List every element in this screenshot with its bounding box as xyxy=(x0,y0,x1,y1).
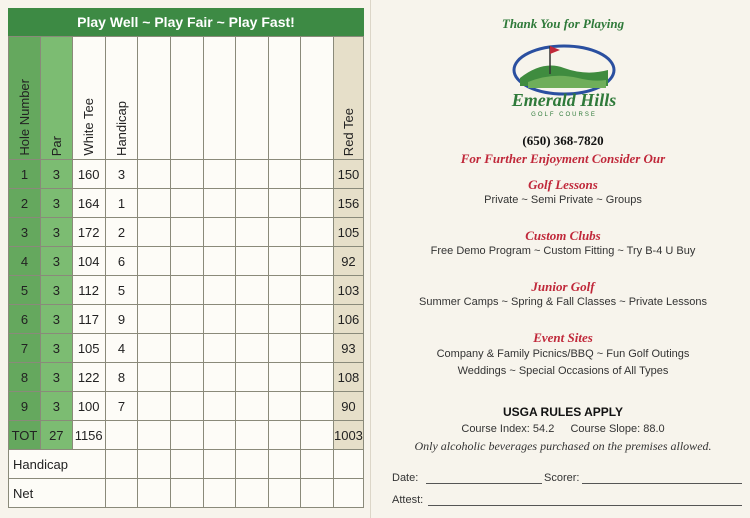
score-cell[interactable] xyxy=(301,189,334,218)
score-cell[interactable] xyxy=(236,218,269,247)
hole-number: 6 xyxy=(9,305,41,334)
score-cell[interactable] xyxy=(203,160,236,189)
score-cell[interactable] xyxy=(171,363,204,392)
score-cell[interactable] xyxy=(171,247,204,276)
score-cell[interactable] xyxy=(236,363,269,392)
score-cell[interactable] xyxy=(203,305,236,334)
handicap-row-cell[interactable] xyxy=(236,450,269,479)
hole-white-tee: 164 xyxy=(72,189,105,218)
hole-row xyxy=(9,189,364,218)
score-cell[interactable] xyxy=(268,276,301,305)
info-panel xyxy=(376,0,750,518)
hole-white-tee: 122 xyxy=(72,363,105,392)
further-heading: For Further Enjoyment Consider Our xyxy=(460,151,666,166)
header-par-cell xyxy=(40,37,72,160)
handicap-row-cell[interactable] xyxy=(171,450,204,479)
score-cell[interactable] xyxy=(268,392,301,421)
score-cell[interactable] xyxy=(138,305,171,334)
hole-handicap: 4 xyxy=(105,334,138,363)
event-sites-title: Event Sites xyxy=(533,330,593,345)
hole-red-tee: 105 xyxy=(333,218,363,247)
golf-lessons-body: Private ~ Semi Private ~ Groups xyxy=(484,194,642,206)
score-cell[interactable] xyxy=(203,392,236,421)
attest-field[interactable] xyxy=(428,505,742,506)
net-row-cell[interactable] xyxy=(171,479,204,508)
course-index: Course Index: 54.2 xyxy=(461,423,555,435)
net-row-cell[interactable] xyxy=(203,479,236,508)
net-row-cell[interactable] xyxy=(236,479,269,508)
handicap-row-cell[interactable] xyxy=(203,450,236,479)
score-cell[interactable] xyxy=(138,392,171,421)
hole-red-tee: 93 xyxy=(333,334,363,363)
hole-number: 5 xyxy=(9,276,41,305)
player-header-cell[interactable] xyxy=(236,37,269,160)
phone-number: (650) 368-7820 xyxy=(522,133,604,148)
hole-par: 3 xyxy=(40,276,72,305)
hole-handicap: 5 xyxy=(105,276,138,305)
score-cell[interactable] xyxy=(301,160,334,189)
net-row-cell[interactable] xyxy=(105,479,138,508)
hole-number: 8 xyxy=(9,363,41,392)
hole-white-tee: 172 xyxy=(72,218,105,247)
handicap-row-cell[interactable] xyxy=(301,450,334,479)
score-cell[interactable] xyxy=(301,363,334,392)
total-score-cell[interactable] xyxy=(268,421,301,450)
course-ratings xyxy=(376,423,750,435)
score-cell[interactable] xyxy=(203,276,236,305)
score-cell[interactable] xyxy=(268,218,301,247)
score-cell[interactable] xyxy=(301,276,334,305)
logo-sub: GOLF COURSE xyxy=(531,112,597,118)
score-cell[interactable] xyxy=(301,218,334,247)
score-cell[interactable] xyxy=(236,392,269,421)
player-header-cell[interactable] xyxy=(203,37,236,160)
score-cell[interactable] xyxy=(268,160,301,189)
hole-red-tee: 103 xyxy=(333,276,363,305)
banner: Play Well ~ Play Fair ~ Play Fast! xyxy=(8,8,364,36)
total-row xyxy=(9,421,364,450)
score-cell[interactable] xyxy=(138,189,171,218)
score-cell[interactable] xyxy=(138,334,171,363)
score-cell[interactable] xyxy=(138,218,171,247)
total-red-tee: 1003 xyxy=(333,421,363,450)
hole-par: 3 xyxy=(40,218,72,247)
score-cell[interactable] xyxy=(171,392,204,421)
total-score-cell[interactable] xyxy=(301,421,334,450)
total-handicap-cell xyxy=(105,421,138,450)
hole-white-tee: 160 xyxy=(72,160,105,189)
score-cell[interactable] xyxy=(268,189,301,218)
score-cell[interactable] xyxy=(236,247,269,276)
header-row xyxy=(9,37,364,160)
scorer-field[interactable] xyxy=(582,483,742,484)
score-cell[interactable] xyxy=(138,247,171,276)
score-cell[interactable] xyxy=(171,305,204,334)
thanks-heading: Thank You for Playing xyxy=(501,16,625,31)
net-row-red-cell[interactable] xyxy=(333,479,363,508)
event-sites-body: Company & Family Picnics/BBQ ~ Fun Golf Outings xyxy=(436,348,690,360)
hole-row xyxy=(9,247,364,276)
hole-red-tee: 92 xyxy=(333,247,363,276)
net-row-cell[interactable] xyxy=(138,479,171,508)
hole-red-tee: 90 xyxy=(333,392,363,421)
score-cell[interactable] xyxy=(236,276,269,305)
header-hole-number: Hole Number xyxy=(16,79,32,156)
total-score-cell[interactable] xyxy=(203,421,236,450)
total-score-cell[interactable] xyxy=(236,421,269,450)
score-cell[interactable] xyxy=(301,247,334,276)
logo-name: Emerald Hills xyxy=(511,90,617,110)
total-score-cell[interactable] xyxy=(138,421,171,450)
hole-white-tee: 100 xyxy=(72,392,105,421)
hole-par: 3 xyxy=(40,160,72,189)
header-white-tee-cell xyxy=(72,37,105,160)
hole-number: 4 xyxy=(9,247,41,276)
net-row-cell[interactable] xyxy=(268,479,301,508)
handicap-row-cell[interactable] xyxy=(138,450,171,479)
hole-handicap: 1 xyxy=(105,189,138,218)
player-header-cell[interactable] xyxy=(301,37,334,160)
handicap-row xyxy=(9,450,364,479)
net-row-cell[interactable] xyxy=(301,479,334,508)
score-cell[interactable] xyxy=(138,160,171,189)
score-cell[interactable] xyxy=(236,160,269,189)
score-cell[interactable] xyxy=(203,334,236,363)
score-cell[interactable] xyxy=(203,247,236,276)
score-cell[interactable] xyxy=(236,305,269,334)
handicap-row-label: Handicap xyxy=(9,450,106,479)
score-cell[interactable] xyxy=(171,334,204,363)
date-label: Date: xyxy=(392,472,419,484)
hole-white-tee: 112 xyxy=(72,276,105,305)
net-row xyxy=(9,479,364,508)
hole-number: 9 xyxy=(9,392,41,421)
hole-par: 3 xyxy=(40,305,72,334)
hole-handicap: 6 xyxy=(105,247,138,276)
junior-golf-title: Junior Golf xyxy=(531,279,595,294)
hole-par: 3 xyxy=(40,363,72,392)
hole-par: 3 xyxy=(40,334,72,363)
score-cell[interactable] xyxy=(171,276,204,305)
player-header-cell[interactable] xyxy=(268,37,301,160)
player-header-cell[interactable] xyxy=(138,37,171,160)
score-cell[interactable] xyxy=(171,189,204,218)
event-sites-body-2: Weddings ~ Special Occasions of All Types xyxy=(457,365,669,377)
score-grid-panel xyxy=(8,8,364,512)
hole-row xyxy=(9,276,364,305)
header-red-tee-cell xyxy=(333,37,363,160)
hole-red-tee: 106 xyxy=(333,305,363,334)
total-score-cell[interactable] xyxy=(171,421,204,450)
hole-number: 7 xyxy=(9,334,41,363)
header-handicap-cell xyxy=(105,37,138,160)
score-cell[interactable] xyxy=(236,189,269,218)
hole-white-tee: 117 xyxy=(72,305,105,334)
handicap-row-red-cell[interactable] xyxy=(333,450,363,479)
header-red-tee: Red Tee xyxy=(340,107,356,156)
score-cell[interactable] xyxy=(138,276,171,305)
emerald-hills-logo-icon xyxy=(498,38,628,120)
golf-lessons-title: Golf Lessons xyxy=(528,177,598,192)
score-cell[interactable] xyxy=(268,334,301,363)
hole-handicap: 7 xyxy=(105,392,138,421)
hole-number: 1 xyxy=(9,160,41,189)
hole-row xyxy=(9,392,364,421)
total-label: TOT xyxy=(9,421,41,450)
header-hole-number-cell xyxy=(9,37,41,160)
score-cell[interactable] xyxy=(301,305,334,334)
score-cell[interactable] xyxy=(171,218,204,247)
net-row-label: Net xyxy=(9,479,106,508)
logo xyxy=(376,38,750,120)
handicap-row-cell[interactable] xyxy=(105,450,138,479)
hole-row xyxy=(9,334,364,363)
score-cell[interactable] xyxy=(301,392,334,421)
hole-red-tee: 150 xyxy=(333,160,363,189)
hole-row xyxy=(9,363,364,392)
total-par: 27 xyxy=(40,421,72,450)
score-cell[interactable] xyxy=(268,247,301,276)
hole-handicap: 9 xyxy=(105,305,138,334)
hole-par: 3 xyxy=(40,247,72,276)
hole-red-tee: 156 xyxy=(333,189,363,218)
junior-golf-body: Summer Camps ~ Spring & Fall Classes ~ Private Lessons xyxy=(419,296,707,308)
score-cell[interactable] xyxy=(236,334,269,363)
custom-clubs-title: Custom Clubs xyxy=(525,228,601,243)
score-cell[interactable] xyxy=(203,218,236,247)
usga-heading: USGA RULES APPLY xyxy=(502,405,624,419)
score-table xyxy=(8,36,364,508)
hole-par: 3 xyxy=(40,392,72,421)
alcohol-notice: Only alcoholic beverages purchased on the premises allowed. xyxy=(414,439,712,453)
handicap-row-cell[interactable] xyxy=(268,450,301,479)
date-field[interactable] xyxy=(426,483,542,484)
score-cell[interactable] xyxy=(268,363,301,392)
total-white-tee: 1156 xyxy=(72,421,105,450)
hole-handicap: 8 xyxy=(105,363,138,392)
score-cell[interactable] xyxy=(203,189,236,218)
player-header-cell[interactable] xyxy=(171,37,204,160)
score-cell[interactable] xyxy=(301,334,334,363)
course-slope: Course Slope: 88.0 xyxy=(570,423,665,435)
hole-handicap: 2 xyxy=(105,218,138,247)
hole-number: 3 xyxy=(9,218,41,247)
hole-white-tee: 104 xyxy=(72,247,105,276)
score-cell[interactable] xyxy=(203,363,236,392)
header-par: Par xyxy=(48,135,64,156)
hole-row xyxy=(9,218,364,247)
custom-clubs-body: Free Demo Program ~ Custom Fitting ~ Try B-4 U Buy xyxy=(430,245,696,257)
hole-white-tee: 105 xyxy=(72,334,105,363)
score-cell[interactable] xyxy=(171,160,204,189)
hole-red-tee: 108 xyxy=(333,363,363,392)
scorer-label: Scorer: xyxy=(544,472,580,484)
hole-number: 2 xyxy=(9,189,41,218)
hole-par: 3 xyxy=(40,189,72,218)
fold-line xyxy=(370,0,371,518)
hole-handicap: 3 xyxy=(105,160,138,189)
hole-row xyxy=(9,305,364,334)
header-handicap: Handicap xyxy=(114,101,130,156)
attest-label: Attest: xyxy=(392,494,424,506)
hole-row xyxy=(9,160,364,189)
header-white-tee: White Tee xyxy=(81,98,97,156)
score-cell[interactable] xyxy=(268,305,301,334)
score-cell[interactable] xyxy=(138,363,171,392)
